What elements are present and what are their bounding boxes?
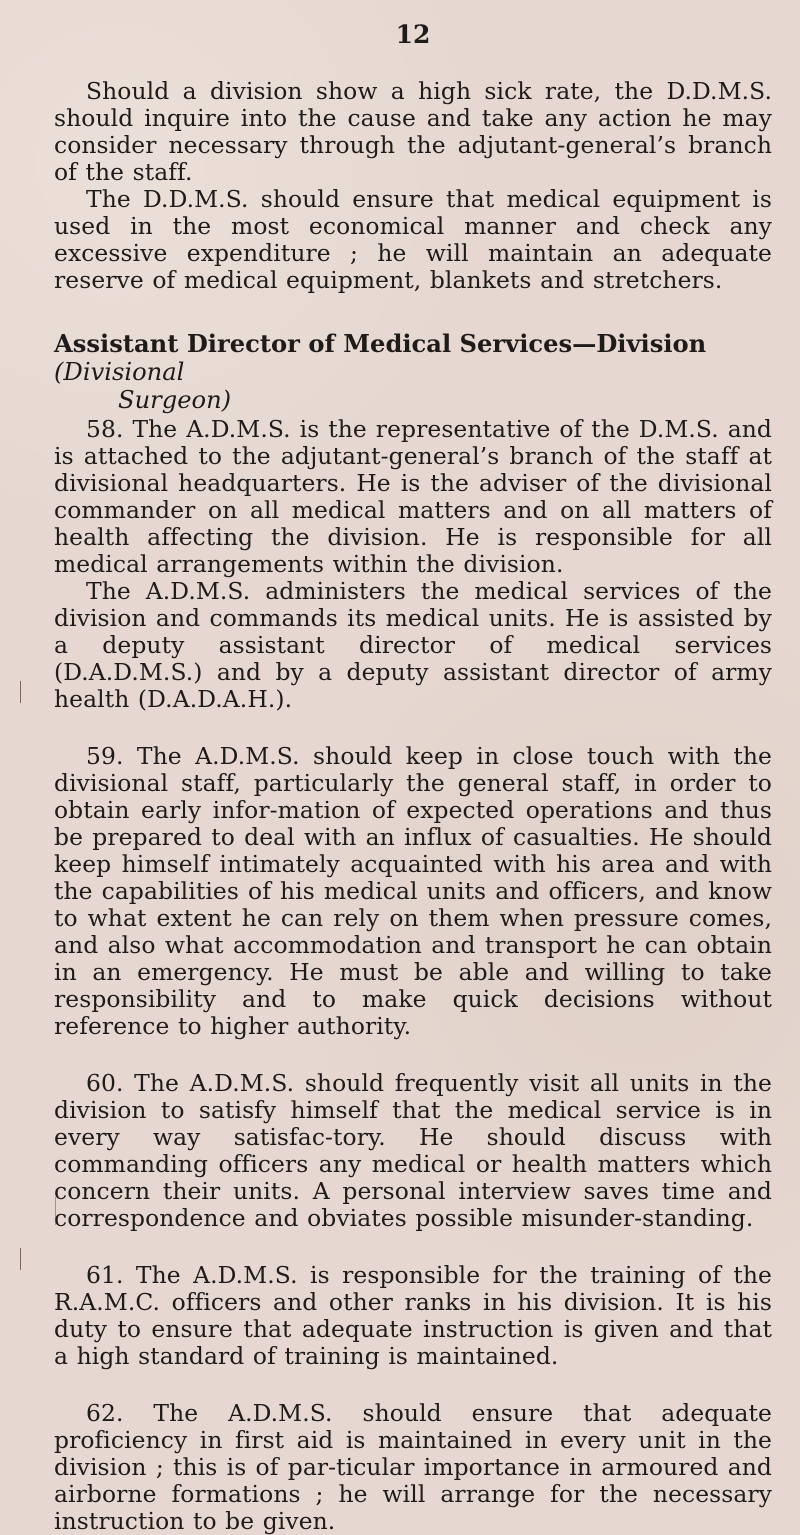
section-heading-italic-a: (Divisional xyxy=(54,358,185,386)
paragraph-61: 61. The A.D.M.S. is responsible for the training of the R.A.M.C. officers and other ranks in his division. It is his duty to ensure that adequate instruction is given and that a high standard of training is maintained. xyxy=(54,1261,772,1370)
section-heading xyxy=(54,330,772,414)
paragraph-58-part-2: The A.D.M.S. administers the medical services of the division and commands its medical units. He is assisted by a deputy assistant director of medical services (D.A.D.M.S.) and by a deputy assistant director of army health (D.A.D.A.H.). xyxy=(54,577,772,713)
section-heading-main: Assistant Director of Medical Services—Division xyxy=(54,329,707,358)
page-number: 12 xyxy=(395,20,431,49)
paragraph-medical-equipment: The D.D.M.S. should ensure that medical equipment is used in the most economical manner and check any excessive expenditure ; he will maintain an adequate reserve of medical equipment, blankets and stretchers. xyxy=(54,185,772,294)
paragraph-59: 59. The A.D.M.S. should keep in close touch with the divisional staff, particularly the general staff, in order to obtain early infor-mation of expected operations and thus be prepared to deal with an influx of casualties. He should keep himself intimately acquainted with his area and with the capabilities of his medical units and officers, and know to what extent he can rely on them when pressure comes, and also what accommodation and transport he can obtain in an emergency. He must be able and willing to take responsibility and to make quick decisions without reference to higher authority. xyxy=(54,742,772,1040)
margin-mark xyxy=(20,681,27,703)
paragraph-58-part-1: 58. The A.D.M.S. is the representative of the D.M.S. and is attached to the adjutant-general’s branch of the staff at divisional headquarters. He is the adviser of the divisional commander on all medical matters and on all matters of health affecting the division. He is responsible for all medical arrangements within the division. xyxy=(54,415,772,578)
paragraph-high-sick-rate: Should a division show a high sick rate, the D.D.M.S. should inquire into the cause and take any action he may consider necessary through the adjutant-general’s branch of the staff. xyxy=(54,77,772,186)
section-heading-italic-b: Surgeon) xyxy=(118,386,232,414)
margin-mark xyxy=(20,1248,27,1270)
paragraph-62: 62. The A.D.M.S. should ensure that adequate proficiency in first aid is maintained in every unit in the division ; this is of par-ticular importance in armoured and airborne formations ; he will arrange for the necessary instruction to be given. xyxy=(54,1399,772,1535)
paragraph-60: 60. The A.D.M.S. should frequently visit all units in the division to satisfy himself that the medical service is in every way satisfac-tory. He should discuss with commanding officers any medical or health matters which concern their units. A personal interview saves time and correspondence and obviates possible misunder-standing. xyxy=(54,1069,772,1232)
margin-mark xyxy=(55,1197,62,1225)
